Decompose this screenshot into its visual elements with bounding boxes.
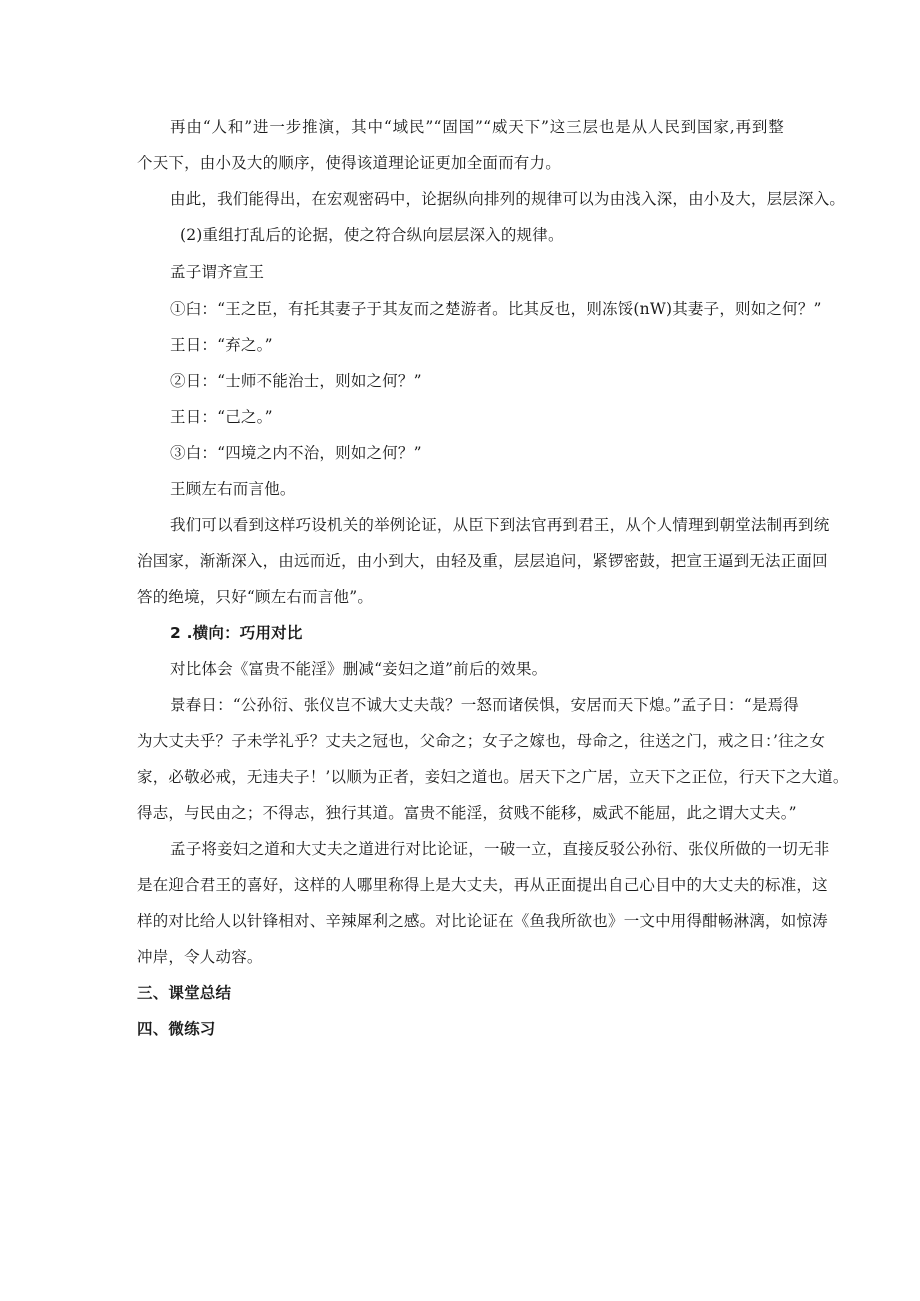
paragraph-line: 孟子将妾妇之道和大丈夫之道进行对比论证，一破一立，直接反驳公孙衍、张仪所做的一切无非 [170,840,830,858]
paragraph: (2)重组打乱后的论据，使之符合纵向层层深入的规律。 [180,226,564,244]
paragraph: 王日：“己之。” [170,408,273,426]
paragraph: ③白：“四境之内不治，则如之何？” [170,444,422,462]
paragraph: ②日：“士师不能治士，则如之何？” [170,372,422,390]
paragraph-line: 为大丈夫乎？子未学礼乎？丈夫之冠也，父命之；女子之嫁也，母命之，往送之门，戒之日：’往之女 [137,732,826,750]
section-heading: 三、课堂总结 [137,984,232,1002]
paragraph: 由此，我们能得出，在宏观密码中，论据纵向排列的规律可以为由浅入深，由小及大，层层深入。 [170,190,846,208]
paragraph-line: 得志，与民由之；不得志，独行其道。富贵不能淫，贫贱不能移，威武不能屈，此之谓大丈夫。” [137,804,797,822]
paragraph: 王日：“弃之。” [170,336,273,354]
paragraph-line: 是在迎合君王的喜好，这样的人哪里称得上是大丈夫，再从正面提出自己心目中的大丈夫的标准，这 [137,876,828,894]
paragraph: 对比体会《富贵不能淫》删减“妾妇之道”前后的效果。 [170,660,548,678]
paragraph-line: 景春日：“公孙衍、张仪岂不诚大丈夫哉？一怒而诸侯惧，安居而天下熄。”孟子日：“是焉得 [170,696,799,714]
paragraph-line: 答的绝境，只好“顾左右而言他”。 [137,588,374,606]
paragraph-line: 家，必敬必戒，无违夫子！’以顺为正者，妾妇之道也。居天下之广居，立天下之正位，行天下之大道。 [137,768,849,786]
paragraph: 王顾左右而言他。 [170,480,296,498]
section-heading: 2 .横向：巧用对比 [170,624,303,642]
paragraph-line: 样的对比给人以针锋相对、辛辣犀利之感。对比论证在《鱼我所欲也》一文中用得酣畅淋漓，如惊涛 [137,912,828,930]
paragraph-line: 我们可以看到这样巧设机关的举例论证，从臣下到法官再到君王，从个人情理到朝堂法制再到统 [170,516,830,534]
section-heading: 四、微练习 [137,1020,216,1038]
paragraph-line: 冲岸，令人动容。 [137,948,263,966]
paragraph-line: 治国家，渐渐深入，由远而近，由小到大，由轻及重，层层追问，紧锣密鼓，把宣王逼到无法正面回 [137,552,828,570]
paragraph: 孟子谓齐宣王 [170,263,265,281]
paragraph: ①臼：“王之臣，有托其妻子于其友而之楚游者。比其反也，则冻馁(nW)其妻子，则如之何？” [170,300,822,318]
paragraph-line: 再由“人和”进一步推演，其中“域民”“固国”“威天下”这三层也是从人民到国家,再到整 [170,118,784,136]
paragraph-line: 个天下，由小及大的顺序，使得该道理论证更加全面而有力。 [137,154,561,172]
